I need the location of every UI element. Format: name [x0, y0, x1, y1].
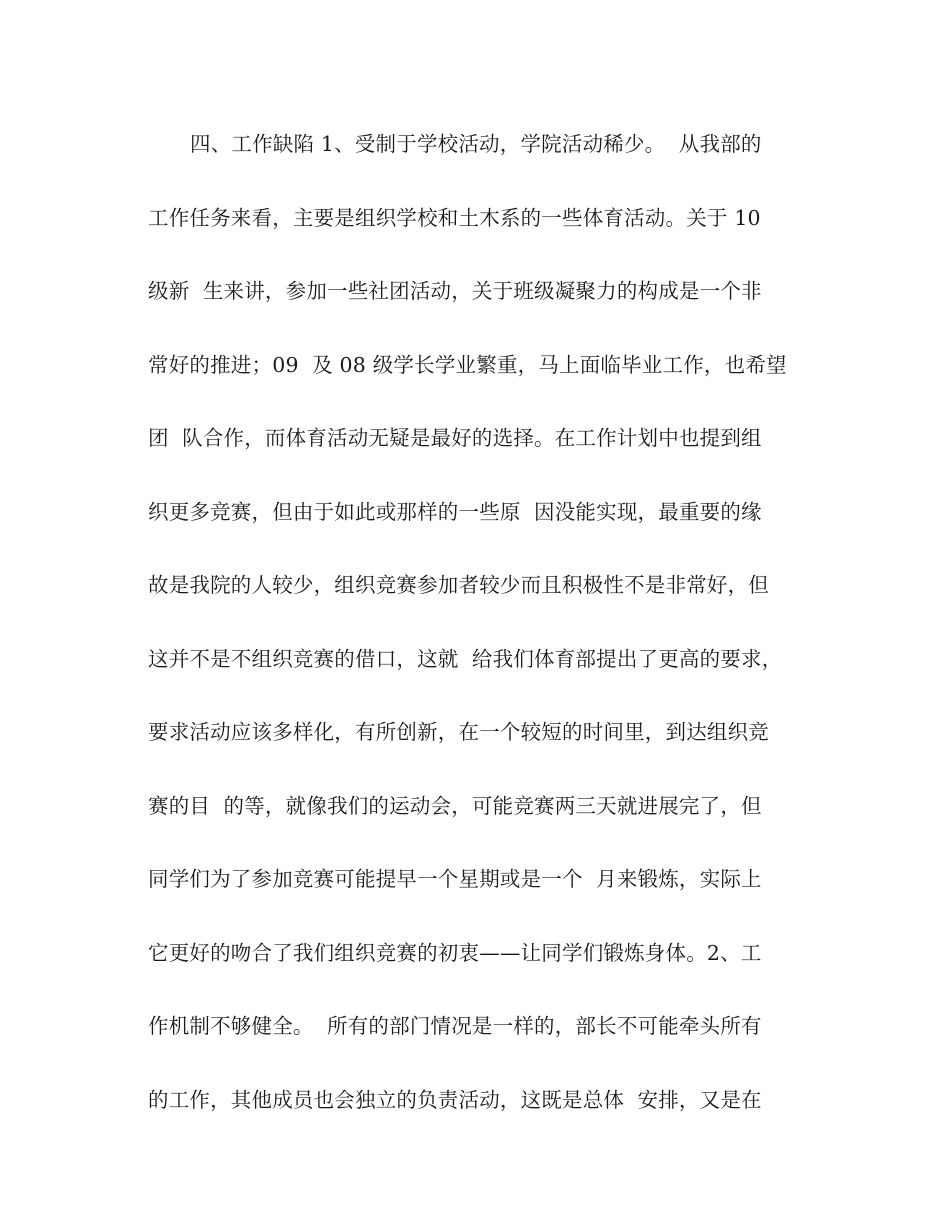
text-line: 常好的推进；09 及 08 级学长学业繁重，马上面临毕业工作，也希望 [148, 352, 787, 377]
text-line: 要求活动应该多样化，有所创新，在一个较短的时间里，到达组织竞 [148, 720, 769, 744]
text-line: 它更好的吻合了我们组织竞赛的初衷——让同学们锻炼身体。2、工 [148, 940, 762, 965]
body-text [148, 126, 808, 1155]
text-line: 的工作，其他成员也会独立的负责活动，这既是总体 安排，又是在 [148, 1087, 762, 1112]
text-line: 作机制不够健全。 所有的部门情况是一样的，部长不可能牵头所有 [148, 1014, 762, 1038]
text-line: 团 队合作，而体育活动无疑是最好的选择。在工作计划中也提到组 [148, 426, 762, 450]
text-line: 工作任务来看，主要是组织学校和土木系的一些体育活动。关于 10 [148, 205, 761, 230]
text-line: 这并不是不组织竞赛的借口，这就 给我们体育部提出了更高的要求， [148, 646, 783, 671]
text-line: 同学们为了参加竞赛可能提早一个星期或是一个 月来锻炼，实际上 [148, 867, 762, 891]
text-line: 故是我院的人较少，组织竞赛参加者较少而且积极性不是非常好，但 [148, 573, 769, 597]
text-line: 织更多竞赛，但由于如此或那样的一些原 因没能实现，最重要的缘 [148, 499, 762, 524]
text-line: 级新 生来讲，参加一些社团活动，关于班级凝聚力的构成是一个非 [148, 279, 762, 303]
text-line: 四、工作缺陷 1、受制于学校活动，学院活动稀少。 从我部的 [190, 132, 762, 156]
text-line: 赛的目 的等，就像我们的运动会，可能竞赛两三天就进展完了，但 [148, 793, 762, 818]
